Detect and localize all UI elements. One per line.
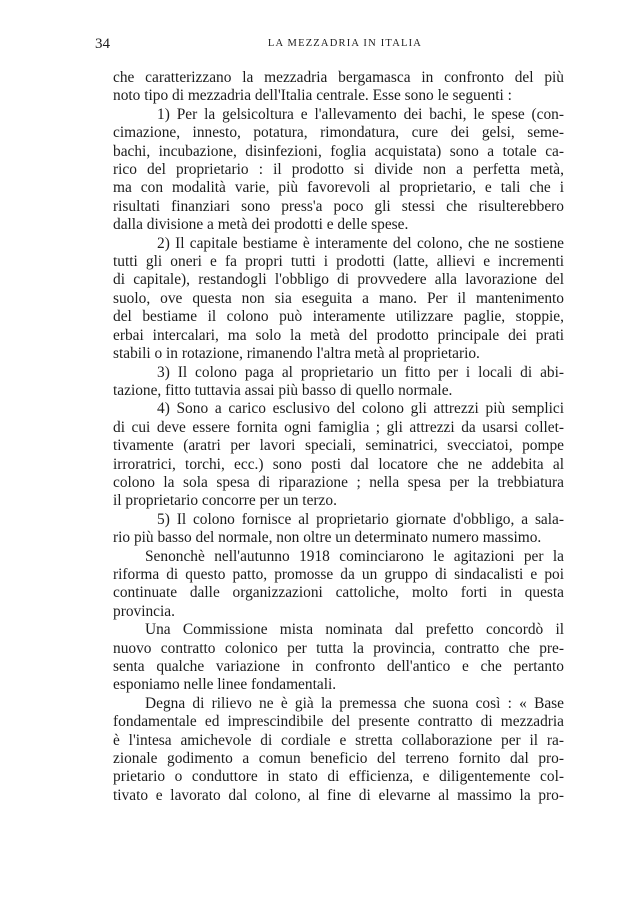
page-number: 34 — [95, 36, 110, 52]
text-line: riforma di questo patto, promosse da un gruppo di sindacalisti e poi — [113, 565, 564, 583]
list-item-paragraph — [113, 511, 564, 548]
text-line: dalla divisione a metà dei prodotti e delle spese. — [113, 216, 409, 234]
body-text — [113, 69, 564, 805]
text-line: prietario o conduttore in stato di efficienza, e diligentemente col- — [113, 768, 564, 786]
paragraph — [113, 69, 564, 106]
text-line: che caratterizzano la mezzadria bergamasca in confronto del più — [113, 69, 564, 86]
text-line: noto tipo di mezzadria dell'Italia centrale. Esse sono le seguenti : — [113, 87, 512, 105]
text-line: 1) Per la gelsicoltura e l'allevamento dei bachi, le spese (con- — [157, 105, 564, 123]
text-line: Degna di rilievo ne è già la premessa che suona così : « Base — [145, 694, 564, 712]
text-line: ma con modalità varie, più favorevoli al proprietario, e tali che i — [113, 179, 564, 197]
paragraph — [113, 695, 564, 805]
list-item-paragraph — [113, 106, 564, 235]
text-line: provincia. — [113, 602, 175, 620]
text-line: di capitale), restandogli l'obbligo di provvedere alla lavorazione del — [113, 271, 564, 289]
text-line: risultati finanziari sono press'a poco gli stessi che risulterebbero — [113, 197, 564, 215]
text-line: stabili o in rotazione, rimanendo l'altra metà al proprietario. — [113, 345, 480, 363]
text-line: il proprietario concorre per un terzo. — [113, 492, 337, 510]
text-line: zionale godimento a comun beneficio del terreno fornito dal pro- — [113, 750, 564, 768]
text-line: Senonchè nell'autunno 1918 cominciarono le agitazioni per la — [145, 547, 564, 565]
text-line: tutti gli oneri e fa propri tutti i prodotti (latte, allievi e incrementi — [113, 253, 564, 271]
text-line: del bestiame il colono può interamente utilizzare paglie, stoppie, — [113, 308, 564, 326]
text-line: rio più basso del normale, non oltre un determinato numero massimo. — [113, 529, 542, 547]
text-line: cimazione, innesto, potatura, rimondatura, cure dei gelsi, seme- — [113, 124, 564, 142]
text-line: erbai intercalari, ma solo la metà del prodotto principale dei prati — [113, 326, 564, 344]
paragraph — [113, 548, 564, 622]
text-line: 2) Il capitale bestiame è interamente del colono, che ne sostiene — [157, 234, 564, 252]
text-line: suolo, ove questa non sia eseguita a mano. Per il mantenimento — [113, 289, 564, 307]
text-line: nuovo contratto colonico per tutta la provincia, contratto che pre- — [113, 639, 564, 657]
text-line: Una Commissione mista nominata dal prefetto concordò il — [145, 621, 564, 639]
text-line: senta qualche variazione in confronto dell'antico e che pertanto — [113, 658, 564, 675]
page-header — [95, 36, 565, 56]
text-line: irroratrici, torchi, ecc.) sono posti dal locatore che ne addebita al — [113, 455, 564, 473]
text-line: 4) Sono a carico esclusivo del colono gli attrezzi più semplici — [157, 400, 564, 418]
list-item-paragraph — [113, 364, 564, 401]
text-line: esponiamo nelle linee fondamentali. — [113, 676, 337, 694]
text-line: tivamente (aratri per lavori speciali, seminatrici, svecciatoi, pompe — [113, 437, 564, 455]
text-line: 3) Il colono paga al proprietario un fitto per i locali di abi- — [157, 363, 564, 381]
text-line: fondamentale ed imprescindibile del presente contratto di mezzadria — [113, 713, 564, 731]
text-line: tivato e lavorato dal colono, al fine di elevarne al massimo la pro- — [113, 786, 564, 804]
text-line: rico del proprietario : il prodotto si divide non a perfetta metà, — [113, 161, 564, 179]
text-line: di cui deve essere fornita ogni famiglia ; gli attrezzi da usarsi collet- — [113, 418, 564, 436]
paragraph — [113, 621, 564, 695]
text-line: continuate dalle organizzazioni cattoliche, molto forti in questa — [113, 584, 564, 602]
text-line: colono la sola spesa di riparazione ; nella spesa per la trebbiatura — [113, 473, 564, 491]
text-line: tazione, fitto tuttavia assai più basso di quello normale. — [113, 381, 453, 399]
text-line: bachi, incubazione, disinfezioni, foglia acquistata) sono a totale ca- — [113, 142, 564, 160]
list-item-paragraph — [113, 400, 564, 510]
text-line: 5) Il colono fornisce al proprietario giornate d'obbligo, a sala- — [157, 510, 564, 528]
list-item-paragraph — [113, 235, 564, 364]
text-line: è l'intesa amichevole di cordiale e stretta collaborazione per il ra- — [113, 731, 564, 749]
running-title: LA MEZZADRIA IN ITALIA — [267, 38, 423, 49]
